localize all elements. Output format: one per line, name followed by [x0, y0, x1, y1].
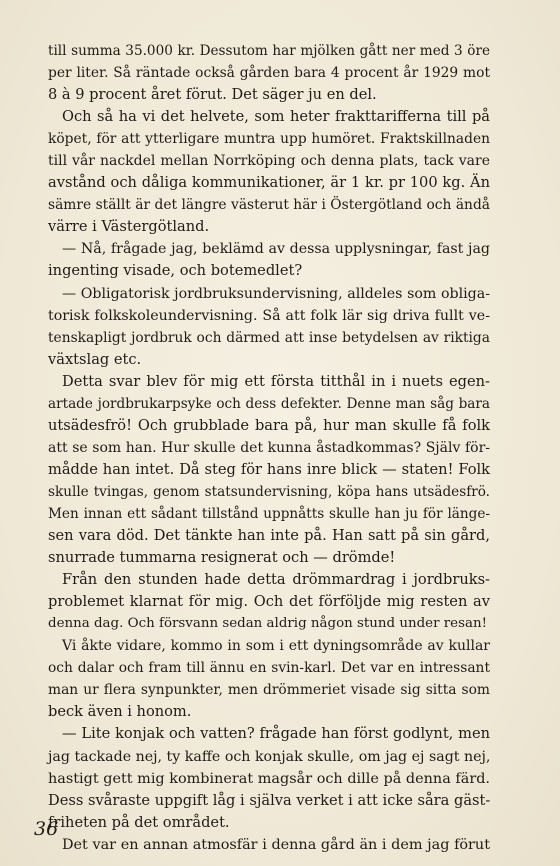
text-line: ingenting visade, och botemedlet?: [48, 262, 303, 280]
text-line: Vi åkte vidare, kommo in som i ett dyningsområde av kullar: [62, 638, 490, 655]
page-number: 36: [34, 818, 59, 840]
text-line: torisk folkskoleundervisning. Så att folk lär sig driva fullt ve-: [48, 307, 490, 324]
text-line: artade jordbrukarpsyke och dess defekter. Denne man såg bara: [48, 395, 490, 412]
text-line: till vår nackdel mellan Norrköping och denna plats, tack vare: [48, 153, 490, 170]
text-line: värre i Västergötland.: [48, 218, 210, 236]
text-line: köpet, för att ytterligare muntra upp humöret. Fraktskillnaden: [48, 131, 490, 148]
body-text: [48, 40, 490, 856]
text-line: till summa 35.000 kr. Dessutom har mjölken gått ner med 3 öre: [48, 43, 490, 59]
text-line: problemet klarnat för mig. Och det förföljde mig resten av: [48, 593, 490, 611]
text-line: och dalar och fram till ännu en svin-karl. Det var en intressant: [48, 660, 490, 677]
text-line: — Nå, frågade jag, beklämd av dessa upplysningar, fast jag: [62, 241, 490, 258]
text-line: friheten på det området.: [48, 813, 230, 831]
text-line: — Obligatorisk jordbruksundervisning, alldeles som obliga-: [62, 285, 490, 302]
text-line: beck även i honom.: [48, 703, 192, 721]
text-line: Och så ha vi det helvete, som heter frakttarifferna till på: [62, 108, 490, 126]
text-line: Detta svar blev för mig ett första titthål in i nuets egen-: [62, 372, 490, 390]
text-line: avstånd och dåliga kommunikationer, är 1 kr. pr 100 kg. Än: [48, 174, 490, 192]
text-line: hastigt gett mig kombinerat magsår och dille på denna färd.: [48, 770, 490, 787]
text-line: sämre ställt är det längre västerut här i Östergötland och ändå: [48, 197, 490, 214]
text-line: tenskapligt jordbruk och därmed att inse betydelsen av riktiga: [48, 329, 490, 346]
text-line: växtslag etc.: [48, 350, 142, 368]
text-line: skulle tvingas, genom statsundervisning, köpa hans utsädesfrö.: [48, 483, 490, 500]
text-line: Från den stunden hade detta drömmardrag i jordbruks-: [62, 571, 490, 589]
text-line: — Lite konjak och vatten? frågade han först godlynt, men: [62, 725, 490, 743]
text-line: Men innan ett sådant tillstånd uppnåtts skulle han ju för länge-: [48, 505, 490, 522]
text-line: denna dag. Och försvann sedan aldrig någon stund under resan!: [48, 616, 487, 632]
text-line: Dess svåraste uppgift låg i själva verket i att icke såra gäst-: [48, 791, 491, 809]
text-line: 8 à 9 procent året förut. Det säger ju en del.: [48, 86, 377, 104]
text-line: man ur flera synpunkter, men drömmeriet visade sig sitta som: [48, 682, 490, 699]
text-line: att se som han. Hur skulle det kunna åstadkommas? Själv för-: [48, 439, 490, 456]
text-line: jag tackade nej, ty kaffe och konjak skulle, om jag ej sagt nej,: [48, 748, 491, 765]
text-line: snurrade tummarna resignerat och — drömde!: [48, 549, 396, 567]
text-line: per liter. Så räntade också gården bara 4 procent år 1929 mot: [48, 65, 490, 82]
text-line: Det var en annan atmosfär i denna gård än i dem jag förut: [62, 836, 490, 853]
text-line: utsädesfrö! Och grubblade bara på, hur man skulle få folk: [48, 416, 490, 434]
text-line: mådde han intet. Då steg för hans inre blick — staten! Folk: [48, 460, 490, 478]
text-line: sen vara död. Det tänkte han inte på. Han satt på sin gård,: [48, 527, 490, 545]
